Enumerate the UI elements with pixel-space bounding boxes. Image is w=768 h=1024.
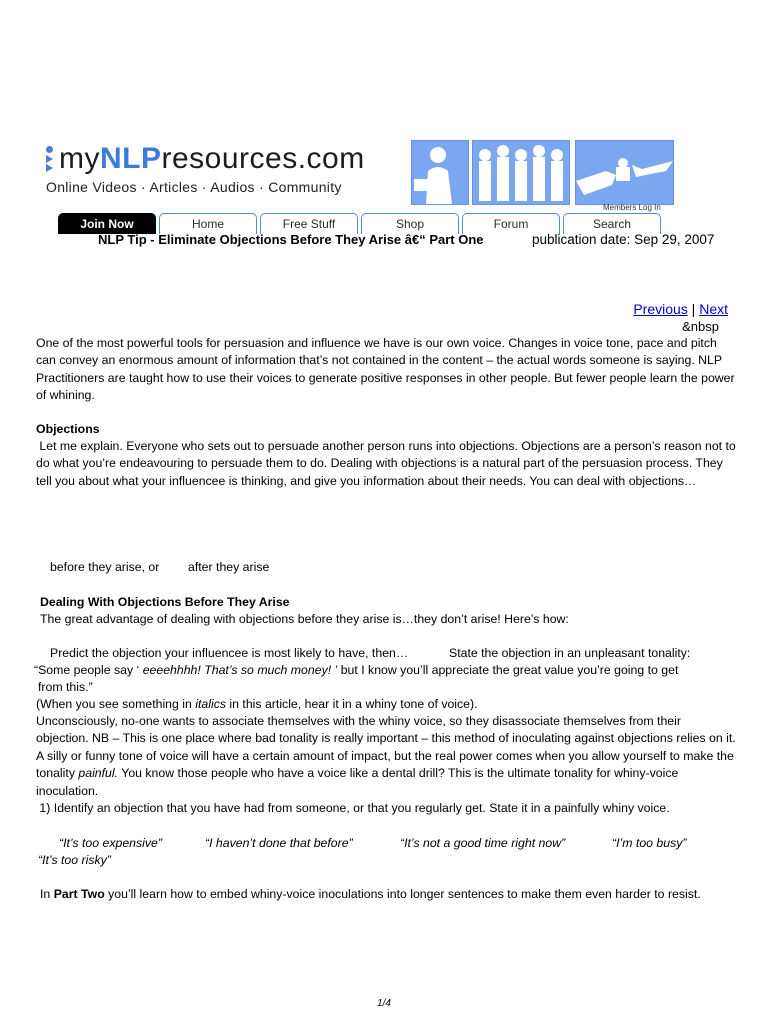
unconscious-paragraph [36, 713, 736, 800]
step-one: 1) Identify an objection that you have had from someone, or that you regularly get. State it in a painfully whiny voice. [36, 801, 670, 815]
tab-free-stuff[interactable]: Free Stuff [260, 213, 358, 234]
dealing-heading: Dealing With Objections Before They Arise [40, 595, 290, 609]
part-two-link[interactable]: Part Two [53, 887, 105, 901]
objections-paragraph: Let me explain. Everyone who sets out to persuade another person runs into objections. Objections are a person’s reason not to do what you’re endeavouring to persuade them to do. Dealing with objections is a natural part of the persuasion process. They tell you about what your influencee is thinking, and give you information about their needs. You can deal with objections… [36, 439, 740, 488]
dealing-paragraph: The great advantage of dealing with objections before they arise is…they don’t arise! Here’s how: [40, 612, 569, 626]
brand-nlp: NLP [100, 142, 162, 175]
site-tagline: Online Videos · Articles · Audios · Community [46, 179, 342, 195]
header-image-puzzle [575, 140, 674, 205]
italics-note-end: in this article, hear it in a whiny tone of voice). [226, 697, 478, 711]
example-item: “It’s too risky” [38, 853, 111, 867]
quote-continuation: from this.” [38, 680, 93, 694]
list-item: after they arise [188, 560, 270, 574]
header-image-crowd [472, 140, 570, 205]
italics-word: italics [195, 697, 227, 711]
example-item: “It’s not a good time right now” [400, 836, 566, 850]
part-two-paragraph [40, 886, 730, 903]
tab-forum[interactable]: Forum [462, 213, 560, 234]
page-number: 1/4 [377, 998, 391, 1009]
example-item: “I’m too busy” [612, 836, 687, 850]
previous-link[interactable]: Previous [633, 301, 688, 317]
unconscious-start: Unconsciously, no-one wants to associate themselves with the whiny voice, so they disassociate themselves from their objection. NB – This is one place where bad tonality is really important – this method of inoculating against objections relies on it. A silly or funny tone of voice will have a certain amount of impact, but the real power comes when you allow yourself to make the tonality [36, 714, 736, 781]
part-two-start: In [40, 887, 54, 901]
tab-search[interactable]: Search [563, 213, 661, 234]
unconscious-end: You know those people who have a voice like a dental drill? This is the ultimate tonality for whiny-voice inoculation. [36, 766, 679, 798]
quote-end: but I know you’ll appreciate the great value you’re going to get [337, 663, 679, 677]
tab-home[interactable]: Home [159, 213, 257, 234]
header-image-person [411, 140, 469, 205]
article-title: NLP Tip - Eliminate Objections Before They Arise â€“ Part One [98, 232, 484, 247]
predict-step: Predict the objection your influencee is most likely to have, then… [50, 646, 409, 660]
state-step: State the objection in an unpleasant tonality: [449, 646, 691, 660]
italics-note [36, 696, 736, 713]
quote-line [34, 662, 734, 679]
example-item: “It’s too expensive” [59, 836, 162, 850]
brand-rest: resources.com [161, 142, 365, 175]
members-login-link[interactable]: Members Log In [603, 203, 661, 212]
brand-my: my [59, 142, 100, 175]
example-item: “I haven’t done that before” [205, 836, 353, 850]
part-two-end: you’ll learn how to embed whiny-voice inoculations into longer sentences to make them even harder to resist. [104, 887, 701, 901]
next-link[interactable]: Next [699, 301, 728, 317]
quote-italic: eeeehhhh! That’s so much money! ’ [142, 663, 338, 677]
pagination-links [633, 301, 728, 317]
tab-shop[interactable]: Shop [361, 213, 459, 234]
quote-start: “Some people say ‘ [34, 663, 143, 677]
objections-heading: Objections [36, 422, 100, 436]
italics-note-start: (When you see something in [36, 697, 196, 711]
nbsp-text: &nbsp [682, 319, 719, 334]
list-item: before they arise, or [50, 560, 160, 574]
pagination-separator: | [691, 301, 696, 317]
publication-date: publication date: Sep 29, 2007 [532, 232, 715, 247]
site-logo[interactable] [59, 142, 365, 176]
painful-word: painful. [78, 766, 119, 781]
intro-paragraph: One of the most powerful tools for persuasion and influence we have is our own voice. Changes in voice tone, pace and pitch can convey an enormous amount of information that’s not contained in the content – the actual words someone is saying. NLP Practitioners are taught how to use their voices to generate positive responses in other people. But fewer people learn the power of whining. [36, 336, 735, 403]
tab-join-now[interactable]: Join Now [58, 213, 156, 234]
logo-mark-icon [44, 146, 56, 173]
